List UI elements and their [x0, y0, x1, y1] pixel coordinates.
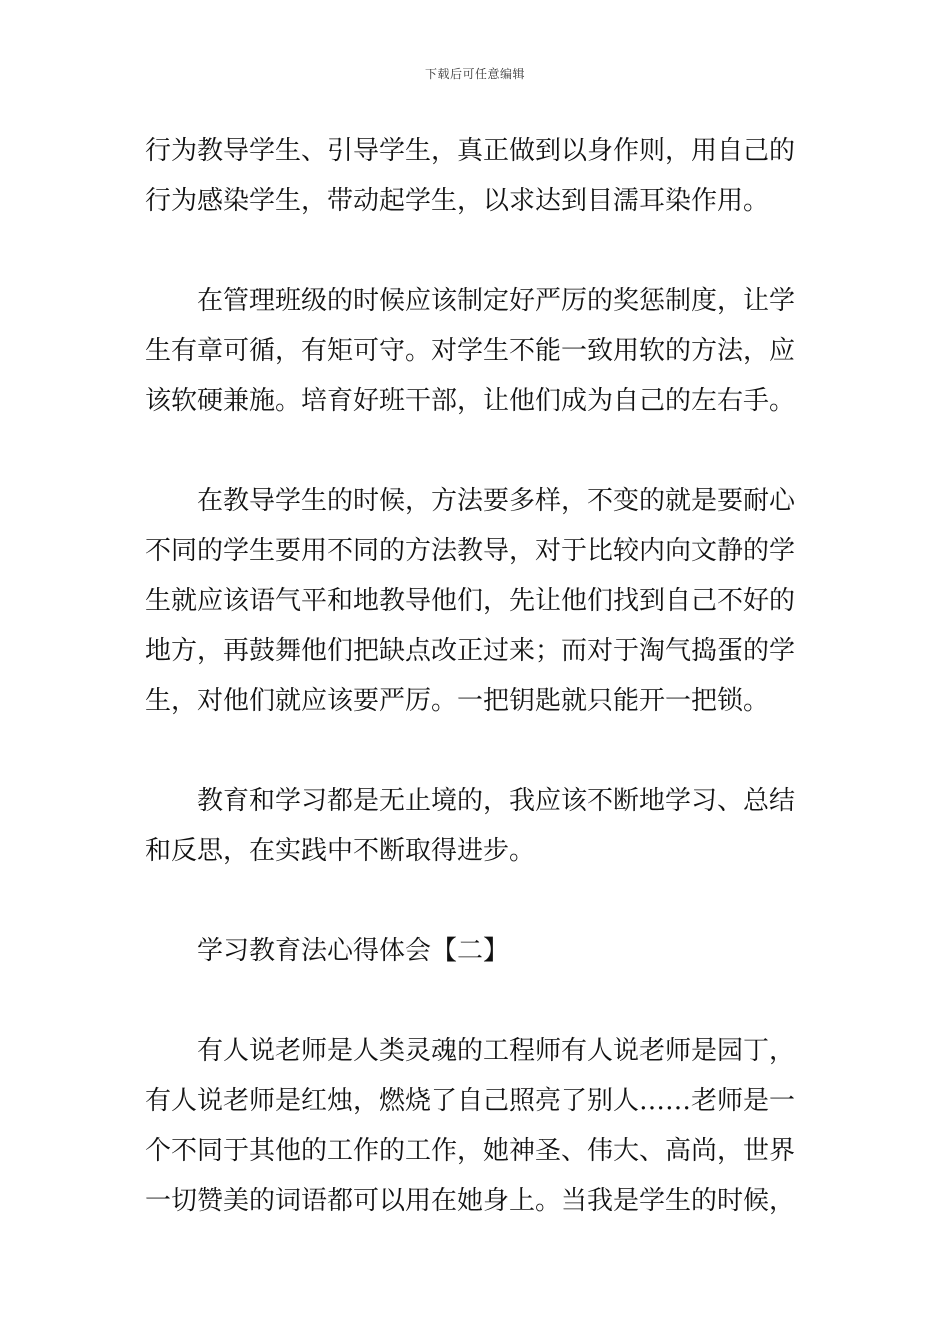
- section-heading: [145, 926, 807, 976]
- text-line: 行为感染学生，带动起学生，以求达到目濡耳染作用。: [145, 186, 770, 216]
- document-body: [145, 126, 807, 1276]
- text-line: 个不同于其他的工作的工作，她神圣、伟大、高尚，世界: [145, 1136, 796, 1166]
- text-line: 行为教导学生、引导学生，真正做到以身作则，用自己的: [145, 136, 796, 166]
- text-line: 在管理班级的时候应该制定好严厉的奖惩制度，让学: [197, 286, 796, 316]
- paragraph-teacher-praise: [145, 1026, 807, 1226]
- text-line: 该软硬兼施。培育好班干部，让他们成为自己的左右手。: [145, 386, 796, 416]
- text-line: 和反思，在实践中不断取得进步。: [145, 836, 536, 866]
- paragraph-teaching-methods: [145, 476, 807, 726]
- text-line: 有人说老师是人类灵魂的工程师有人说老师是园丁，: [197, 1036, 796, 1066]
- text-line: 不同的学生要用不同的方法教导，对于比较内向文静的学: [145, 536, 796, 566]
- text-line: 有人说老师是红烛，燃烧了自己照亮了别人……老师是一: [145, 1086, 796, 1116]
- text-line: 生，对他们就应该要严厉。一把钥匙就只能开一把锁。: [145, 686, 770, 716]
- section-title: 学习教育法心得体会【二】: [197, 936, 510, 966]
- page-header: 下载后可任意编辑: [424, 67, 525, 81]
- text-line: 教育和学习都是无止境的，我应该不断地学习、总结: [197, 786, 796, 816]
- paragraph-endless-learning: [145, 776, 807, 876]
- text-line: 地方，再鼓舞他们把缺点改正过来；而对于淘气捣蛋的学: [145, 636, 796, 666]
- text-line: 一切赞美的词语都可以用在她身上。当我是学生的时候，: [145, 1186, 796, 1216]
- text-line: 生就应该语气平和地教导他们，先让他们找到自己不好的: [145, 586, 796, 616]
- text-line: 在教导学生的时候，方法要多样，不变的就是要耐心: [197, 486, 796, 516]
- paragraph-class-management: [145, 276, 807, 426]
- text-line: 生有章可循，有矩可守。对学生不能一致用软的方法，应: [145, 336, 796, 366]
- paragraph-continued: [145, 126, 807, 226]
